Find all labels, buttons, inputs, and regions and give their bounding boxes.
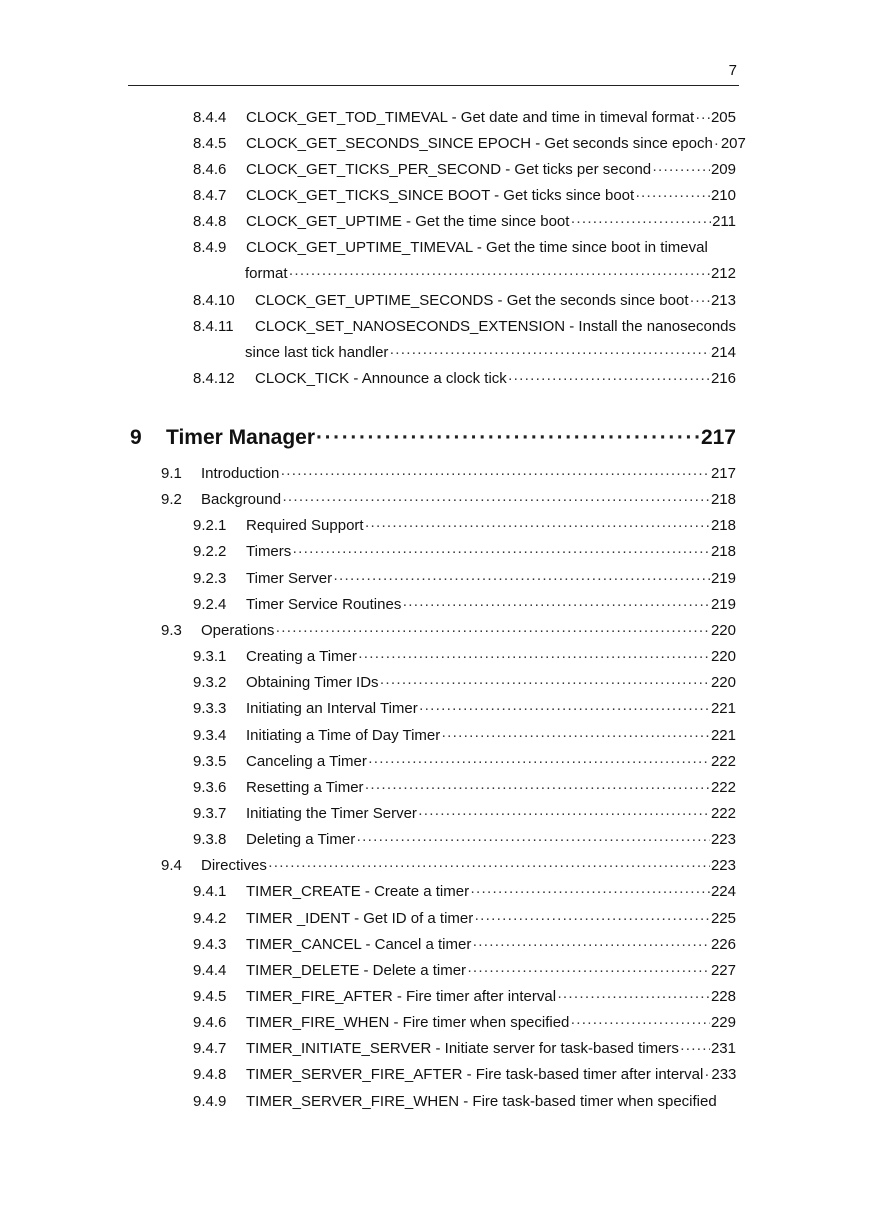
entry-page: 233 — [711, 1066, 737, 1083]
toc-row — [193, 752, 736, 772]
entry-number: 9.4.1 — [193, 883, 227, 900]
entry-number: 9.3.4 — [193, 727, 227, 744]
entry-title: Initiating the Timer Server — [246, 805, 417, 822]
entry-title: TIMER_SERVER_FIRE_AFTER - Fire task-based timer after interval — [246, 1066, 704, 1083]
chapter-page: 217 — [700, 426, 736, 449]
entry-page: 210 — [710, 187, 736, 204]
toc-row — [193, 595, 736, 615]
entry-title: Obtaining Timer IDs — [246, 674, 379, 691]
entry-number: 9.3 — [161, 622, 182, 639]
entry-page: 219 — [710, 570, 736, 587]
entry-number: 8.4.5 — [193, 135, 227, 152]
toc-row — [193, 291, 736, 311]
dot-leader — [441, 726, 710, 746]
dot-leader — [470, 882, 710, 902]
toc-entry — [193, 1065, 736, 1085]
chapter-heading — [130, 425, 736, 451]
entry-page: 217 — [710, 465, 736, 482]
entry-title: CLOCK_GET_SECONDS_SINCE EPOCH - Get seconds since epoch — [246, 135, 713, 152]
entry-title: Canceling a Timer — [246, 753, 367, 770]
entry-title: TIMER_INITIATE_SERVER - Initiate server for task-based timers — [246, 1040, 679, 1057]
toc-row-continued — [193, 343, 736, 363]
dot-leader — [365, 516, 710, 536]
toc-row — [161, 856, 736, 876]
toc-row — [193, 804, 736, 824]
dot-leader — [365, 778, 710, 798]
dot-leader — [356, 830, 710, 850]
toc-row — [193, 134, 746, 154]
dot-leader — [316, 425, 700, 451]
entry-number: 9.3.1 — [193, 648, 227, 665]
chapter-row — [130, 425, 736, 451]
toc-entry — [193, 1013, 736, 1033]
dot-leader — [695, 108, 710, 128]
entry-title: Operations — [201, 622, 275, 639]
entry-title: Introduction — [201, 465, 280, 482]
toc-row — [193, 909, 736, 929]
toc-entry — [193, 134, 746, 154]
toc-entry — [193, 699, 736, 719]
toc-row — [193, 726, 736, 746]
toc-entry — [193, 882, 736, 902]
toc-row — [193, 542, 736, 562]
entry-page: 218 — [710, 517, 736, 534]
dot-leader — [380, 673, 710, 693]
dot-leader — [289, 264, 710, 284]
entry-number: 9.4.9 — [193, 1093, 227, 1110]
dot-leader — [282, 490, 710, 510]
toc-entry — [193, 542, 736, 562]
toc-row — [193, 569, 736, 589]
entry-page: 220 — [710, 648, 736, 665]
entry-page: 219 — [710, 596, 736, 613]
dot-leader — [690, 291, 710, 311]
entry-page: 218 — [710, 543, 736, 560]
entry-title: CLOCK_TICK - Announce a clock tick — [255, 370, 507, 387]
toc-entry — [193, 909, 736, 929]
entry-number: 9.4.5 — [193, 988, 227, 1005]
entry-page: 228 — [710, 988, 736, 1005]
toc-entry — [193, 516, 736, 536]
entry-page: 207 — [720, 135, 746, 152]
toc-row — [161, 490, 736, 510]
entry-number: 8.4.7 — [193, 187, 227, 204]
entry-title: CLOCK_GET_TICKS_PER_SECOND - Get ticks per second — [246, 161, 652, 178]
entry-page: 209 — [710, 161, 736, 178]
entry-page: 220 — [710, 622, 736, 639]
entry-number: 9.3.6 — [193, 779, 227, 796]
dot-leader — [557, 987, 710, 1007]
dot-leader — [419, 699, 710, 719]
toc-entry — [193, 804, 736, 824]
dot-leader — [635, 186, 710, 206]
entry-page: 216 — [710, 370, 736, 387]
entry-number: 9.2.1 — [193, 517, 227, 534]
toc-entry — [193, 160, 736, 180]
entry-page: 218 — [710, 491, 736, 508]
entry-title: Resetting a Timer — [246, 779, 364, 796]
toc-entry — [193, 778, 736, 798]
toc-entry — [193, 752, 736, 772]
dot-leader — [467, 961, 710, 981]
entry-number: 9.4.8 — [193, 1066, 227, 1083]
toc-entry — [193, 1039, 736, 1059]
entry-number: 9.4.2 — [193, 910, 227, 927]
entry-number: 9.4.4 — [193, 962, 227, 979]
toc-entry — [193, 238, 736, 284]
entry-page: 222 — [710, 779, 736, 796]
toc-entry — [193, 186, 736, 206]
toc-entry — [193, 673, 736, 693]
dot-leader — [474, 909, 710, 929]
toc-row — [193, 160, 736, 180]
entry-number: 9.3.3 — [193, 700, 227, 717]
entry-page: 214 — [710, 344, 736, 361]
toc-row — [193, 516, 736, 536]
entry-page: 211 — [712, 213, 736, 230]
entry-title: TIMER_SERVER_FIRE_WHEN - Fire task-based timer when specified — [246, 1093, 717, 1110]
toc-entry — [193, 647, 736, 667]
entry-title: Creating a Timer — [246, 648, 357, 665]
entry-title: Timers — [246, 543, 292, 560]
entry-page: 212 — [710, 265, 736, 282]
entry-title: CLOCK_GET_UPTIME_TIMEVAL - Get the time since boot in timeval — [246, 239, 708, 256]
toc-row — [193, 1065, 736, 1085]
entry-page: 223 — [710, 831, 736, 848]
dot-leader — [680, 1039, 710, 1059]
dot-leader — [358, 647, 710, 667]
entry-page: 226 — [710, 936, 736, 953]
toc-row — [193, 961, 736, 981]
dot-leader — [389, 343, 710, 363]
dot-leader — [268, 856, 710, 876]
entry-number: 8.4.9 — [193, 239, 227, 256]
toc-entry — [161, 621, 736, 641]
entry-number: 8.4.12 — [193, 370, 235, 387]
toc-row — [193, 699, 736, 719]
entry-page: 213 — [710, 292, 736, 309]
entry-title: TIMER _IDENT - Get ID of a timer — [246, 910, 474, 927]
dot-leader — [275, 621, 710, 641]
entry-number: 8.4.4 — [193, 109, 227, 126]
dot-leader — [570, 212, 711, 232]
entry-title: Deleting a Timer — [246, 831, 356, 848]
entry-title: Initiating an Interval Timer — [246, 700, 418, 717]
entry-number: 9.3.5 — [193, 753, 227, 770]
chapter-title: Timer Manager — [166, 426, 315, 449]
entry-title: Timer Service Routines — [246, 596, 402, 613]
entry-title: CLOCK_SET_NANOSECONDS_EXTENSION - Install the nanoseconds — [255, 318, 737, 335]
entry-number: 8.4.11 — [193, 318, 234, 335]
toc-entry — [161, 464, 736, 484]
toc-row — [193, 108, 736, 128]
dot-leader — [333, 569, 710, 589]
entry-page: 231 — [710, 1040, 736, 1057]
toc-entry — [193, 961, 736, 981]
entry-number: 9.2.2 — [193, 543, 227, 560]
dot-leader — [704, 1065, 710, 1085]
toc-entry — [193, 569, 736, 589]
toc-row — [193, 317, 736, 337]
toc-row — [193, 987, 736, 1007]
toc-row — [193, 186, 736, 206]
toc-entry — [193, 317, 736, 363]
entry-number: 9.2.3 — [193, 570, 227, 587]
toc-row — [193, 647, 736, 667]
entry-number: 9.1 — [161, 465, 182, 482]
entry-page: 229 — [710, 1014, 736, 1031]
entry-page: 225 — [710, 910, 736, 927]
entry-number: 9.3.2 — [193, 674, 227, 691]
entry-title: TIMER_DELETE - Delete a timer — [246, 962, 467, 979]
toc-row — [193, 673, 736, 693]
toc-row — [193, 1013, 736, 1033]
entry-number: 9.4.6 — [193, 1014, 227, 1031]
page-number: 7 — [728, 62, 737, 79]
entry-title: CLOCK_GET_TOD_TIMEVAL - Get date and time in timeval format — [246, 109, 695, 126]
dot-leader — [714, 134, 720, 154]
toc-entry — [193, 212, 736, 232]
entry-title: CLOCK_GET_UPTIME - Get the time since boot — [246, 213, 570, 230]
toc-entry — [193, 291, 736, 311]
entry-title: CLOCK_GET_UPTIME_SECONDS - Get the seconds since boot — [255, 292, 689, 309]
toc-row-continued — [193, 264, 736, 284]
toc-row — [193, 369, 736, 389]
entry-page: 227 — [710, 962, 736, 979]
toc-row — [161, 621, 736, 641]
entry-number: 8.4.6 — [193, 161, 227, 178]
entry-title-continued: since last tick handler — [245, 344, 389, 361]
entry-number: 8.4.10 — [193, 292, 235, 309]
toc-entry — [193, 108, 736, 128]
toc-row — [193, 778, 736, 798]
entry-page: 221 — [710, 727, 736, 744]
dot-leader — [368, 752, 710, 772]
dot-leader — [652, 160, 710, 180]
entry-page: 223 — [710, 857, 736, 874]
toc-row — [193, 1092, 736, 1112]
dot-leader — [508, 369, 710, 389]
entry-title: TIMER_FIRE_WHEN - Fire timer when specified — [246, 1014, 570, 1031]
dot-leader — [280, 464, 710, 484]
toc-row — [193, 830, 736, 850]
toc-entry — [193, 935, 736, 955]
entry-number: 8.4.8 — [193, 213, 227, 230]
toc-entry — [193, 369, 736, 389]
entry-title: TIMER_CANCEL - Cancel a timer — [246, 936, 472, 953]
toc-entry — [193, 595, 736, 615]
dot-leader — [472, 935, 710, 955]
toc-row — [193, 935, 736, 955]
dot-leader — [570, 1013, 710, 1033]
entry-page: 205 — [710, 109, 736, 126]
toc-row — [193, 238, 736, 258]
toc-entry — [193, 726, 736, 746]
toc-entry — [193, 987, 736, 1007]
entry-title: TIMER_FIRE_AFTER - Fire timer after interval — [246, 988, 557, 1005]
entry-page: 222 — [710, 805, 736, 822]
entry-title: Directives — [201, 857, 267, 874]
entry-number: 9.4.3 — [193, 936, 227, 953]
entry-page: 224 — [710, 883, 736, 900]
entry-title: CLOCK_GET_TICKS_SINCE BOOT - Get ticks since boot — [246, 187, 635, 204]
entry-title: TIMER_CREATE - Create a timer — [246, 883, 470, 900]
entry-title: Initiating a Time of Day Timer — [246, 727, 441, 744]
toc-row — [193, 882, 736, 902]
toc-row — [161, 464, 736, 484]
entry-number: 9.2.4 — [193, 596, 227, 613]
entry-number: 9.2 — [161, 491, 182, 508]
chapter-number: 9 — [130, 426, 142, 449]
entry-number: 9.3.8 — [193, 831, 227, 848]
entry-page: 222 — [710, 753, 736, 770]
header-rule — [128, 85, 739, 86]
toc-entry — [161, 856, 736, 876]
entry-title: Timer Server — [246, 570, 333, 587]
toc-entry — [161, 490, 736, 510]
toc-row — [193, 1039, 736, 1059]
entry-title: Background — [201, 491, 282, 508]
entry-number: 9.4 — [161, 857, 182, 874]
toc-row — [193, 212, 736, 232]
entry-title-continued: format — [245, 265, 288, 282]
toc-entry — [193, 830, 736, 850]
dot-leader — [402, 595, 710, 615]
dot-leader — [292, 542, 710, 562]
entry-title: Required Support — [246, 517, 364, 534]
entry-number: 9.4.7 — [193, 1040, 227, 1057]
entry-page: 220 — [710, 674, 736, 691]
dot-leader — [418, 804, 710, 824]
entry-page: 221 — [710, 700, 736, 717]
toc-entry — [193, 1092, 736, 1112]
entry-number: 9.3.7 — [193, 805, 227, 822]
